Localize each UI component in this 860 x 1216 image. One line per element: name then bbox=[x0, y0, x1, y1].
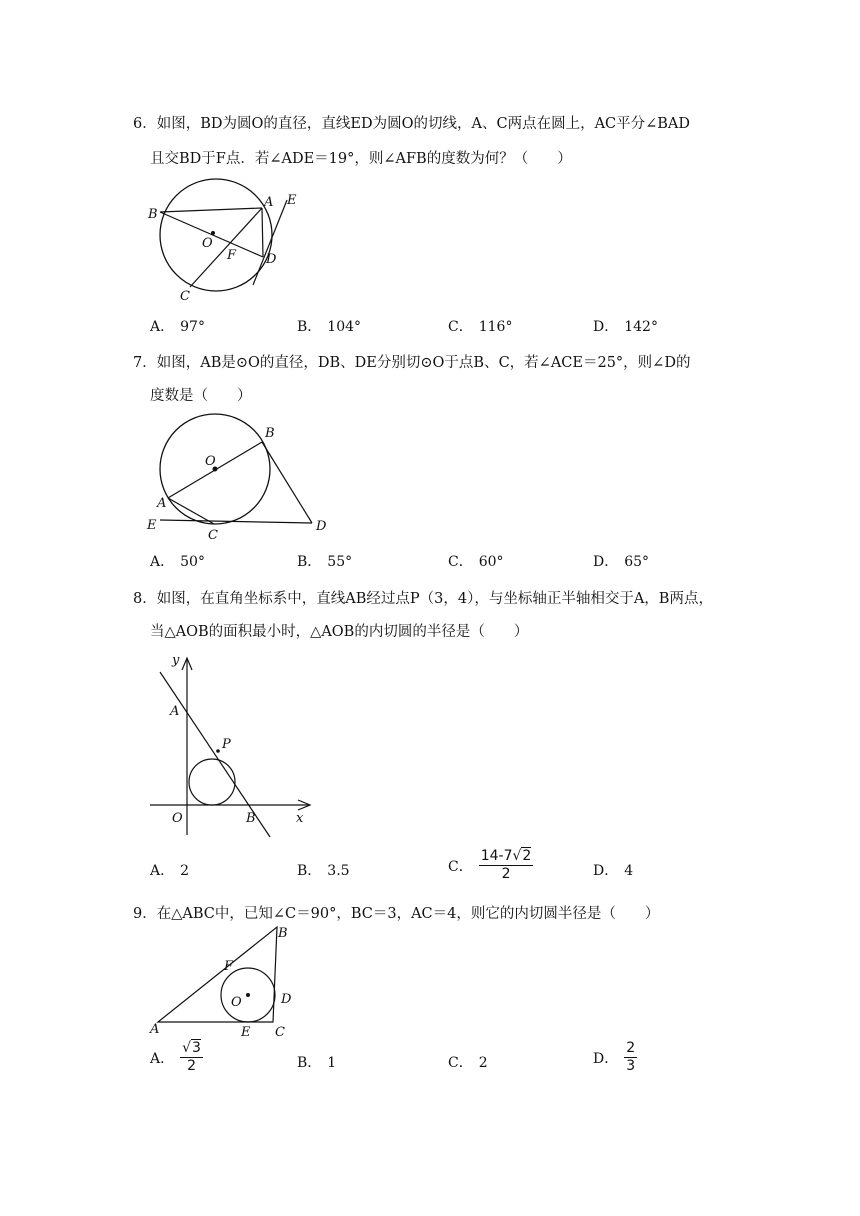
q9-center-dot bbox=[246, 993, 250, 997]
q9-figure bbox=[145, 920, 305, 1040]
q9-label-c: C bbox=[275, 1025, 285, 1040]
q8-figure bbox=[145, 650, 320, 840]
q7-figure bbox=[145, 410, 335, 545]
q9-option-a[interactable]: A． $\frac{√3}{2}$ bbox=[150, 1040, 201, 1074]
q7-label-a: A bbox=[157, 496, 167, 511]
q6-options bbox=[150, 316, 710, 336]
q9-options bbox=[150, 1040, 710, 1084]
q6-label-c: C bbox=[180, 289, 190, 304]
q6-label-o: O bbox=[202, 236, 213, 251]
q6-figure bbox=[140, 180, 310, 305]
q7-stem-line2: 度数是（ ） bbox=[150, 388, 252, 404]
q8-label-o: O bbox=[172, 811, 183, 826]
q8-stem-line2: 当△AOB的面积最小时，△AOB的内切圆的半径是（ ） bbox=[150, 624, 529, 640]
q8-label-a: A bbox=[170, 704, 180, 719]
q7-label-o: O bbox=[205, 454, 216, 469]
q8-option-a[interactable]: A． 2 bbox=[150, 863, 190, 879]
q6-option-c[interactable]: C． 116° bbox=[448, 319, 513, 335]
q8-stem-line1 bbox=[133, 587, 713, 608]
q6-stem-line2: 且交BD于F点．若∠ADE＝19°，则∠AFB的度数为何？（ ） bbox=[150, 151, 572, 167]
q9-option-b[interactable]: B． 1 bbox=[297, 1055, 337, 1071]
q6-label-f: F bbox=[227, 248, 237, 263]
q8-incircle bbox=[189, 759, 235, 805]
q8-option-c[interactable]: C． $\frac{14-7√2}{2}$ bbox=[448, 848, 532, 882]
q6-segment-ad bbox=[262, 208, 263, 257]
q9-option-a-fraction: $\frac{√3}{2}$ bbox=[182, 1040, 201, 1074]
q8-option-c-fraction: $\frac{14-7√2}{2}$ bbox=[480, 848, 532, 882]
q6-circle bbox=[160, 179, 272, 291]
q7-option-c[interactable]: C． 60° bbox=[448, 554, 504, 570]
q6-segment-ba bbox=[160, 208, 262, 212]
q8-label-p: P bbox=[222, 737, 231, 752]
q7-option-a[interactable]: A． 50° bbox=[150, 554, 205, 570]
q7-option-b[interactable]: B． 55° bbox=[297, 554, 353, 570]
q8-option-d[interactable]: D． 4 bbox=[593, 863, 634, 879]
q6-option-d[interactable]: D． 142° bbox=[593, 319, 658, 335]
q6-segment-ac bbox=[190, 208, 262, 287]
q7-label-d: D bbox=[316, 519, 327, 534]
q9-label-f: F bbox=[224, 959, 234, 974]
q6-number: 6． bbox=[133, 116, 157, 132]
q7-option-d[interactable]: D． 65° bbox=[593, 554, 650, 570]
q7-label-e: E bbox=[147, 518, 157, 533]
q7-label-c: C bbox=[208, 528, 218, 543]
q9-option-d-fraction: $\frac{2}{3}$ bbox=[626, 1040, 636, 1074]
q7-options bbox=[150, 551, 710, 571]
q7-text-1: 如图，AB是⊙O的直径，DB、DE分别切⊙O于点B、C，若∠ACE＝25°，则∠D的 bbox=[156, 355, 691, 371]
q6-option-b[interactable]: B． 104° bbox=[297, 319, 362, 335]
q9-label-e: E bbox=[241, 1025, 251, 1040]
q6-stem-line1 bbox=[133, 112, 690, 133]
q9-text-1: 在△ABC中，已知∠C＝90°，BC＝3，AC＝4，则它的内切圆半径是（ ） bbox=[156, 906, 660, 922]
q8-options bbox=[150, 848, 710, 890]
q6-label-b: B bbox=[148, 207, 158, 222]
q8-point-p bbox=[216, 749, 220, 753]
q7-label-b: B bbox=[265, 426, 275, 441]
q9-label-b: B bbox=[278, 926, 288, 941]
q9-triangle-abc bbox=[158, 927, 277, 1022]
q6-label-e: E bbox=[287, 193, 297, 208]
q8-label-b: B bbox=[246, 811, 256, 826]
q6-text-1: 如图，BD为圆O的直径，直线ED为圆O的切线，A、C两点在圆上，AC平分∠BAD bbox=[156, 116, 691, 132]
q9-label-d: D bbox=[281, 992, 292, 1007]
q6-label-d: D bbox=[266, 252, 277, 267]
q8-label-x: x bbox=[296, 811, 304, 826]
q7-stem-line1 bbox=[133, 351, 690, 372]
q6-option-a[interactable]: A． 97° bbox=[150, 319, 205, 335]
q6-label-a: A bbox=[264, 195, 274, 210]
q9-label-o: O bbox=[231, 995, 242, 1010]
q9-option-c[interactable]: C． 2 bbox=[448, 1055, 488, 1071]
q9-label-a: A bbox=[150, 1022, 160, 1037]
q6-center-dot bbox=[211, 231, 215, 235]
q9-number: 9． bbox=[133, 906, 157, 922]
q7-tangent-bd bbox=[262, 442, 312, 523]
q8-text-1: 如图，在直角坐标系中，直线AB经过点P（3，4），与坐标轴正半轴相交于A，B两点， bbox=[156, 591, 713, 607]
q9-option-d[interactable]: D． $\frac{2}{3}$ bbox=[593, 1040, 636, 1074]
q7-number: 7． bbox=[133, 355, 157, 371]
q8-option-b[interactable]: B． 3.5 bbox=[297, 863, 350, 879]
q8-number: 8． bbox=[133, 591, 157, 607]
q8-label-y: y bbox=[172, 653, 180, 668]
